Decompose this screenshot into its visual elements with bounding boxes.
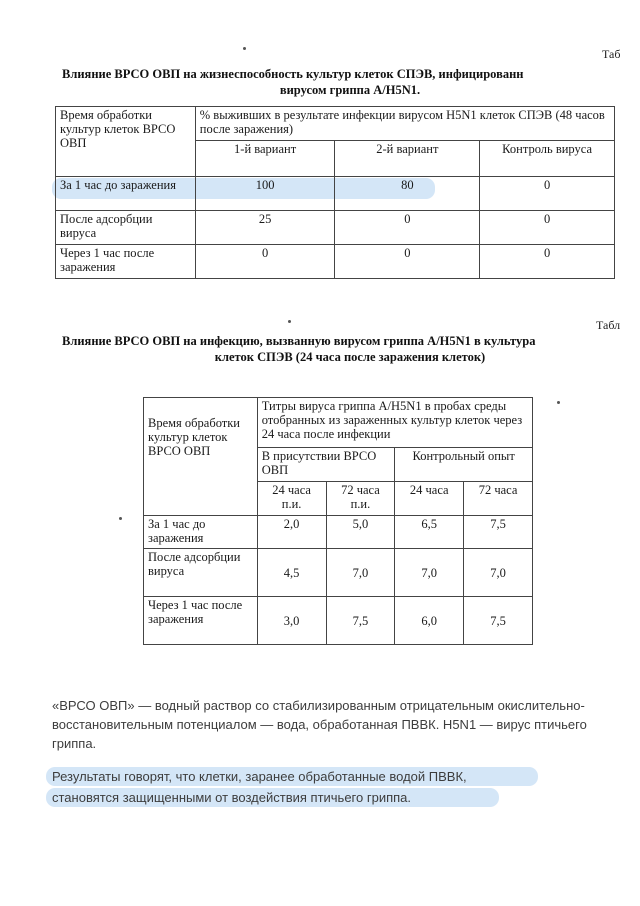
cell-value: 0 (480, 211, 615, 245)
row-label: За 1 час до заражения (56, 177, 196, 211)
table-1-header-variant-1: 1-й вариант (195, 141, 335, 177)
table-2-title: Влияние ВРСО ОВП на инфекцию, вызванную вирусом гриппа А/H5N1 в культура (62, 334, 536, 348)
table-2-header-72h: 72 часа п.и. (326, 482, 395, 516)
table-2-corner-label: Табл (596, 318, 621, 332)
scan-speck (288, 320, 291, 323)
cell-value: 0 (480, 245, 615, 279)
table-row (144, 516, 533, 549)
cell-value: 7,5 (464, 516, 533, 549)
table-row (56, 177, 615, 211)
cell-value: 6,0 (395, 597, 464, 645)
cell-value: 7,0 (395, 549, 464, 597)
scan-speck (557, 401, 560, 404)
row-label: Через 1 час после заражения (56, 245, 196, 279)
cell-value: 100 (195, 177, 335, 211)
cell-value: 25 (195, 211, 335, 245)
result-line-2: становятся защищенными от воздействия птичьего гриппа. (52, 790, 412, 805)
cell-value: 0 (195, 245, 335, 279)
table-2 (143, 397, 533, 645)
cell-value: 7,5 (464, 597, 533, 645)
row-label: После адсорбции вируса (56, 211, 196, 245)
table-1-title: Влияние ВРСО ОВП на жизнеспособность культур клеток СПЭВ, инфицированн (62, 67, 524, 81)
cell-value: 7,0 (326, 549, 395, 597)
table-1-header-variant-2: 2-й вариант (335, 141, 480, 177)
row-label: После адсорбции вируса (144, 549, 258, 597)
result-line-1: Результаты говорят, что клетки, заранее обработанные водой ПВВК, (52, 769, 467, 784)
scan-speck (119, 517, 122, 520)
scan-speck (243, 47, 246, 50)
cell-value: 5,0 (326, 516, 395, 549)
table-1-subtitle: вирусом гриппа А/H5N1. (279, 83, 421, 97)
table-row (56, 211, 615, 245)
cell-value: 0 (480, 177, 615, 211)
table-1-corner-label: Таб (602, 47, 621, 61)
table-2-header-time: Время обработки культур клеток ВРСО ОВП (144, 398, 258, 516)
table-2-header-group: Титры вируса гриппа А/H5N1 в пробах среды отобранных из зараженных культур клеток через 24 часа после инфекции (257, 398, 532, 448)
table-2-header-24h: 24 часа п.и. (257, 482, 326, 516)
cell-value: 7,5 (326, 597, 395, 645)
table-row (144, 597, 533, 645)
cell-value: 0 (335, 211, 480, 245)
table-2-header-control-24h: 24 часа (395, 482, 464, 516)
table-2-subtitle: клеток СПЭВ (24 часа после заражения клеток) (214, 350, 486, 364)
table-row (56, 245, 615, 279)
table-1 (55, 106, 615, 279)
table-2-header-control-72h: 72 часа (464, 482, 533, 516)
cell-value: 4,5 (257, 549, 326, 597)
table-1-header-group: % выживших в результате инфекции вирусом H5N1 клеток СПЭВ (48 часов после заражения) (195, 107, 614, 141)
table-2-header-control: Контрольный опыт (395, 448, 533, 482)
cell-value: 7,0 (464, 549, 533, 597)
definition-note: «ВРСО ОВП» — водный раствор со стабилизированным отрицательным окислительно-восстановительным потенциалом — вода, обработанная ПВВК. H5N1 — вирус птичьего гриппа. (52, 698, 587, 751)
cell-value: 6,5 (395, 516, 464, 549)
table-1-header-time: Время обработки культур клеток ВРСО ОВП (56, 107, 196, 177)
cell-value: 0 (335, 245, 480, 279)
cell-value: 80 (335, 177, 480, 211)
row-label: Через 1 час после заражения (144, 597, 258, 645)
cell-value: 2,0 (257, 516, 326, 549)
table-1-header-control: Контроль вируса (480, 141, 615, 177)
table-row (144, 549, 533, 597)
row-label: За 1 час до заражения (144, 516, 258, 549)
cell-value: 3,0 (257, 597, 326, 645)
table-2-header-with-vrso: В присутствии ВРСО ОВП (257, 448, 395, 482)
